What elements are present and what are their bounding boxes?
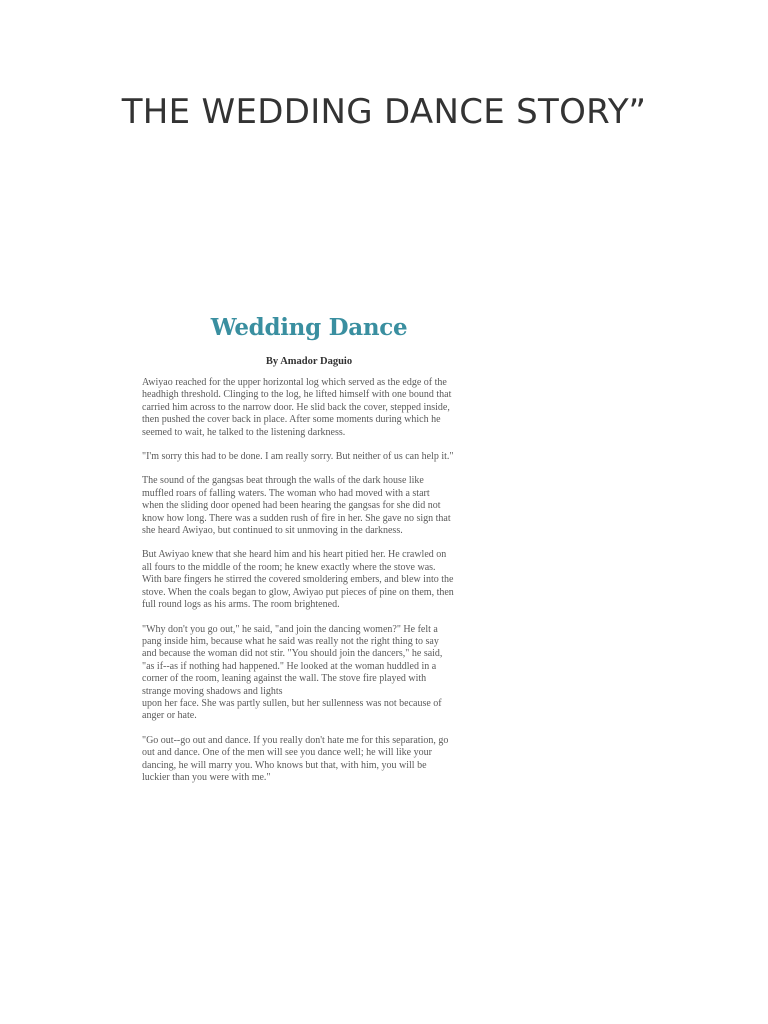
- text-line: headhigh threshold. Clinging to the log, he lifted himself with one bound that: [142, 389, 452, 401]
- text-line: "I'm sorry this had to be done. I am really sorry. But neither of us can help it.": [142, 451, 454, 463]
- text-line: anger or hate.: [142, 710, 197, 722]
- text-line: "Go out--go out and dance. If you really don't hate me for this separation, go: [142, 734, 449, 746]
- text-line: know how long. There was a sudden rush of fire in her. She gave no sign that: [142, 512, 451, 524]
- page-title: THE WEDDING DANCE STORY”: [121, 92, 647, 132]
- text-line: muffled roars of falling waters. The woman who had moved with a start: [142, 487, 430, 499]
- article-heading: Wedding Dance: [210, 314, 408, 341]
- text-line: upon her face. She was partly sullen, but her sullenness was not because of: [142, 697, 442, 709]
- text-line: out and dance. One of the men will see you dance well; he will like your: [142, 747, 432, 759]
- text-line: strange moving shadows and lights: [142, 685, 283, 697]
- scanned-article-image: [120, 300, 498, 800]
- text-line: The sound of the gangsas beat through the walls of the dark house like: [142, 475, 424, 487]
- text-line: stove. When the coals began to glow, Awiyao put pieces of pine on them, then: [142, 586, 454, 598]
- text-line: when the sliding door opened had been hearing the gangsas for she did not: [142, 500, 441, 512]
- text-line: Awiyao reached for the upper horizontal log which served as the edge of the: [142, 377, 447, 388]
- article-paragraph: [142, 475, 487, 537]
- text-line: "Why don't you go out," he said, "and join the dancing women?" He felt a: [142, 623, 438, 635]
- text-line: seemed to wait, he talked to the listening darkness.: [142, 426, 346, 438]
- text-line: With bare fingers he stirred the covered smoldering embers, and blew into the: [142, 574, 454, 586]
- text-line: she heard Awiyao, but continued to sit unmoving in the darkness.: [142, 525, 403, 537]
- text-line: dancing, he will marry you. Who knows but that, with him, you will be: [142, 759, 427, 771]
- text-line: all fours to the middle of the room; he knew exactly where the stove was.: [142, 561, 436, 573]
- text-line: luckier than you were with me.": [142, 771, 271, 783]
- article-paragraph: [142, 377, 487, 439]
- text-line: then pushed the cover back in place. After some moments during which he: [142, 414, 441, 426]
- text-line: "as if--as if nothing had happened." He looked at the woman huddled in a: [142, 660, 437, 672]
- text-line: But Awiyao knew that she heard him and his heart pitied her. He crawled on: [142, 549, 447, 561]
- text-line: corner of the room, leaning against the wall. The stove fire played with: [142, 673, 427, 685]
- article-paragraph: [142, 624, 487, 723]
- text-line: pang inside him, because what he said was really not the right thing to say: [142, 635, 439, 647]
- article-byline: By Amador Daguio: [265, 356, 353, 367]
- text-line: and because the woman did not stir. "You should join the dancers," he said,: [142, 648, 443, 660]
- article-body: [142, 377, 487, 796]
- text-line: carried him across to the narrow door. He slid back the cover, stepped inside,: [142, 401, 450, 413]
- text-line: full round logs as his arms. The room brightened.: [142, 599, 340, 611]
- article-paragraph: [142, 451, 487, 463]
- article-paragraph: [142, 549, 487, 611]
- article-paragraph: [142, 735, 487, 785]
